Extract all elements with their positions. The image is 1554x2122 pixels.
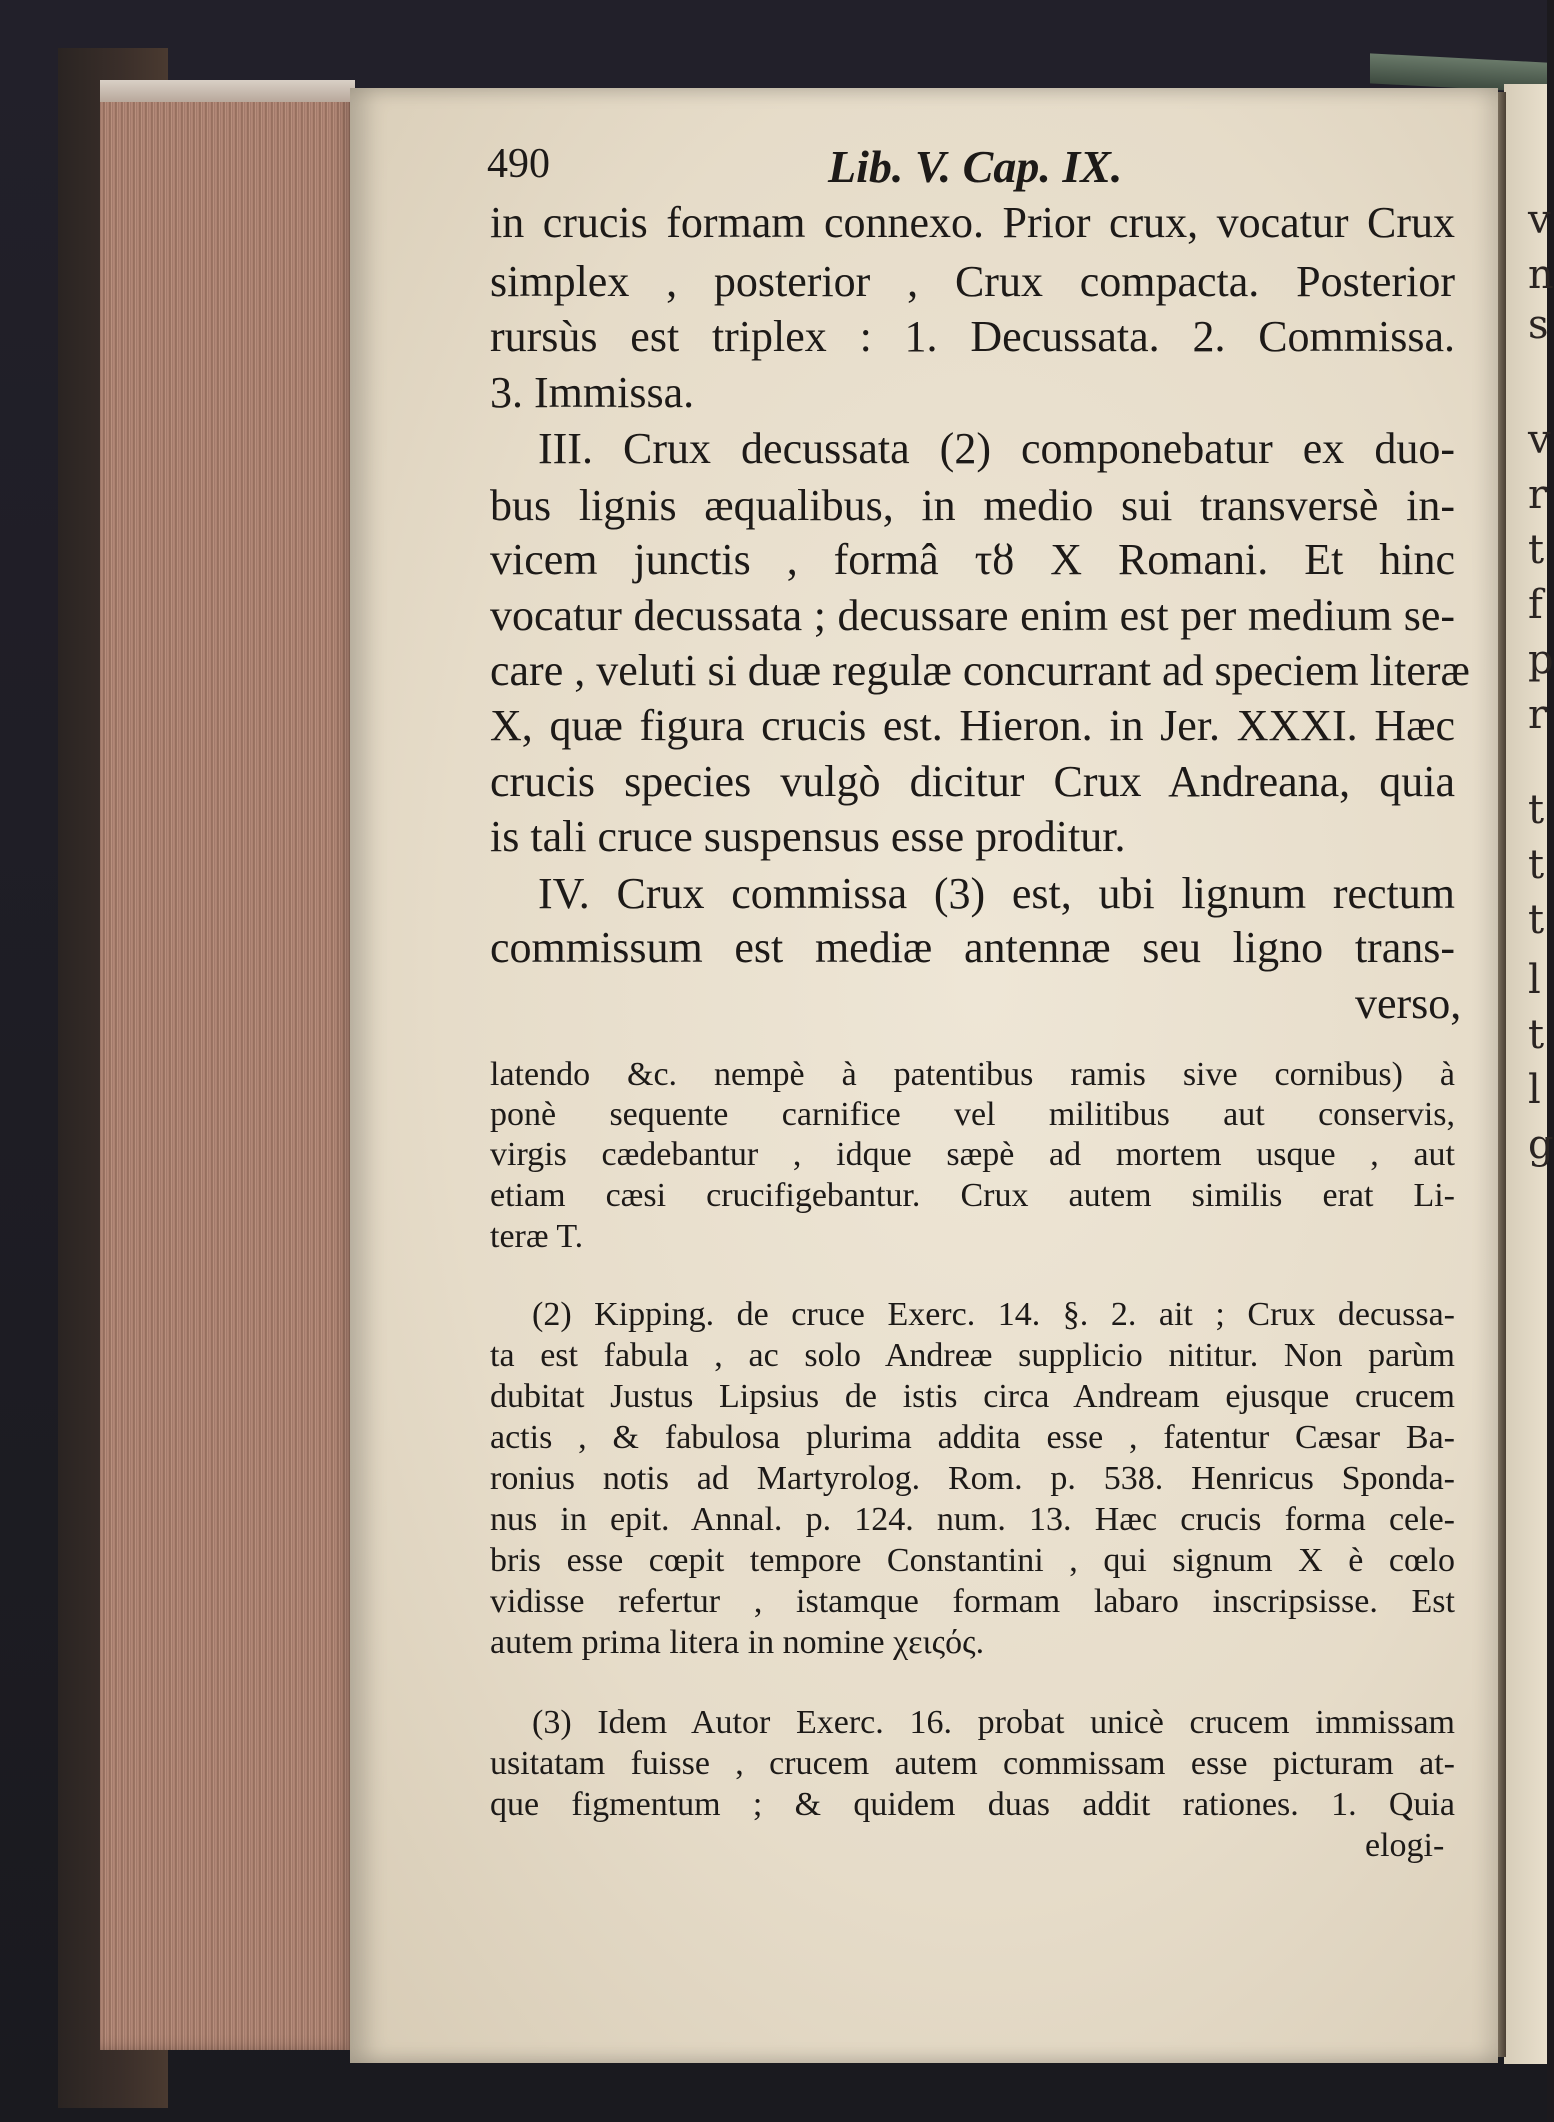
footnote-line: latendo &c. nempè à patentibus ramis sive cornibus) à <box>490 1056 1455 1093</box>
text-line: care , veluti si duæ regulæ concurrant ad speciem literæ <box>490 646 1470 695</box>
text-line: verso, <box>1355 979 1462 1028</box>
facing-letter: l <box>1528 957 1541 1003</box>
facing-letter: t <box>1528 897 1545 943</box>
footnote-line: autem prima litera in nomine χειςός. <box>490 1624 985 1661</box>
footnote-line: bris esse cœpit tempore Constantini , qui signum X è cœlo <box>490 1542 1455 1579</box>
facing-letter: t <box>1528 527 1545 573</box>
footnote-line: usitatam fuisse , crucem autem commissam esse picturam at- <box>490 1745 1455 1782</box>
text-line: commissum est mediæ antennæ seu ligno trans- <box>490 923 1455 972</box>
footnote-line: (3) Idem Autor Exerc. 16. probat unicè crucem immissam <box>532 1704 1455 1741</box>
footnote-line: vidisse refertur , istamque formam labaro inscripsisse. Est <box>490 1583 1455 1620</box>
facing-letter: l <box>1528 1067 1541 1113</box>
running-title: Lib. V. Cap. IX. <box>828 141 1123 192</box>
text-line: in crucis formam connexo. Prior crux, vocatur Crux <box>490 198 1455 247</box>
facing-letter: t <box>1528 787 1545 833</box>
text-line: rursùs est triplex : 1. Decussata. 2. Commissa. <box>490 312 1455 361</box>
page-number: 490 <box>487 141 550 187</box>
text-line: IV. Crux commissa (3) est, ubi lignum rectum <box>538 869 1455 918</box>
footnote-line: etiam cæsi crucifigebantur. Crux autem similis erat Li- <box>490 1177 1455 1214</box>
footnote-line: ponè sequente carnifice vel militibus aut conservis, <box>490 1096 1455 1133</box>
text-line: crucis species vulgò dicitur Crux Andreana, quia <box>490 757 1455 806</box>
text-line: vicem junctis , formâ τȣ X Romani. Et hinc <box>490 535 1455 584</box>
footnote-line: ta est fabula , ac solo Andreæ supplicio nititur. Non parùm <box>490 1337 1455 1374</box>
footnote-line: virgis cædebantur , idque sæpè ad mortem usque , aut <box>490 1136 1455 1173</box>
facing-letter: r <box>1528 472 1548 518</box>
facing-letter: v <box>1528 197 1551 243</box>
facing-letter: r <box>1528 692 1548 738</box>
facing-letter: s <box>1528 302 1549 348</box>
text-line: vocatur decussata ; decussare enim est per medium se- <box>490 591 1455 640</box>
facing-letter: f <box>1528 582 1543 628</box>
text-line: X, quæ figura crucis est. Hieron. in Jer. XXXI. Hæc <box>490 701 1455 750</box>
footnote-line: teræ T. <box>490 1218 584 1255</box>
text-line: bus lignis æqualibus, in medio sui transversè in- <box>490 481 1455 530</box>
footnote-line: actis , & fabulosa plurima addita esse , fatentur Cæsar Ba- <box>490 1419 1455 1456</box>
footnote-line: (2) Kipping. de cruce Exerc. 14. §. 2. ait ; Crux decussa- <box>532 1296 1455 1333</box>
text-line: 3. Immissa. <box>490 368 695 417</box>
footnote-line: dubitat Justus Lipsius de istis circa Andream ejusque crucem <box>490 1378 1455 1415</box>
page-stack-edge <box>100 80 355 2050</box>
facing-letter: g <box>1528 1122 1554 1168</box>
facing-letter: p <box>1528 637 1554 683</box>
text-line: is tali cruce suspensus esse proditur. <box>490 812 1126 861</box>
facing-letter: v <box>1528 417 1551 463</box>
text-line: simplex , posterior , Crux compacta. Posterior <box>490 257 1455 306</box>
facing-letter: n <box>1528 252 1554 298</box>
footnote-line: que figmentum ; & quidem duas addit rationes. 1. Quia <box>490 1786 1455 1823</box>
facing-letter: t <box>1528 842 1545 888</box>
facing-letter: t <box>1528 1012 1545 1058</box>
text-line: III. Crux decussata (2) componebatur ex duo- <box>538 424 1455 473</box>
catchword: elogi- <box>1365 1827 1445 1864</box>
page-stack-top <box>100 80 355 102</box>
footnote-line: nus in epit. Annal. p. 124. num. 13. Hæc crucis forma cele- <box>490 1501 1455 1538</box>
footnote-line: ronius notis ad Martyrolog. Rom. p. 538. Henricus Sponda- <box>490 1460 1455 1497</box>
